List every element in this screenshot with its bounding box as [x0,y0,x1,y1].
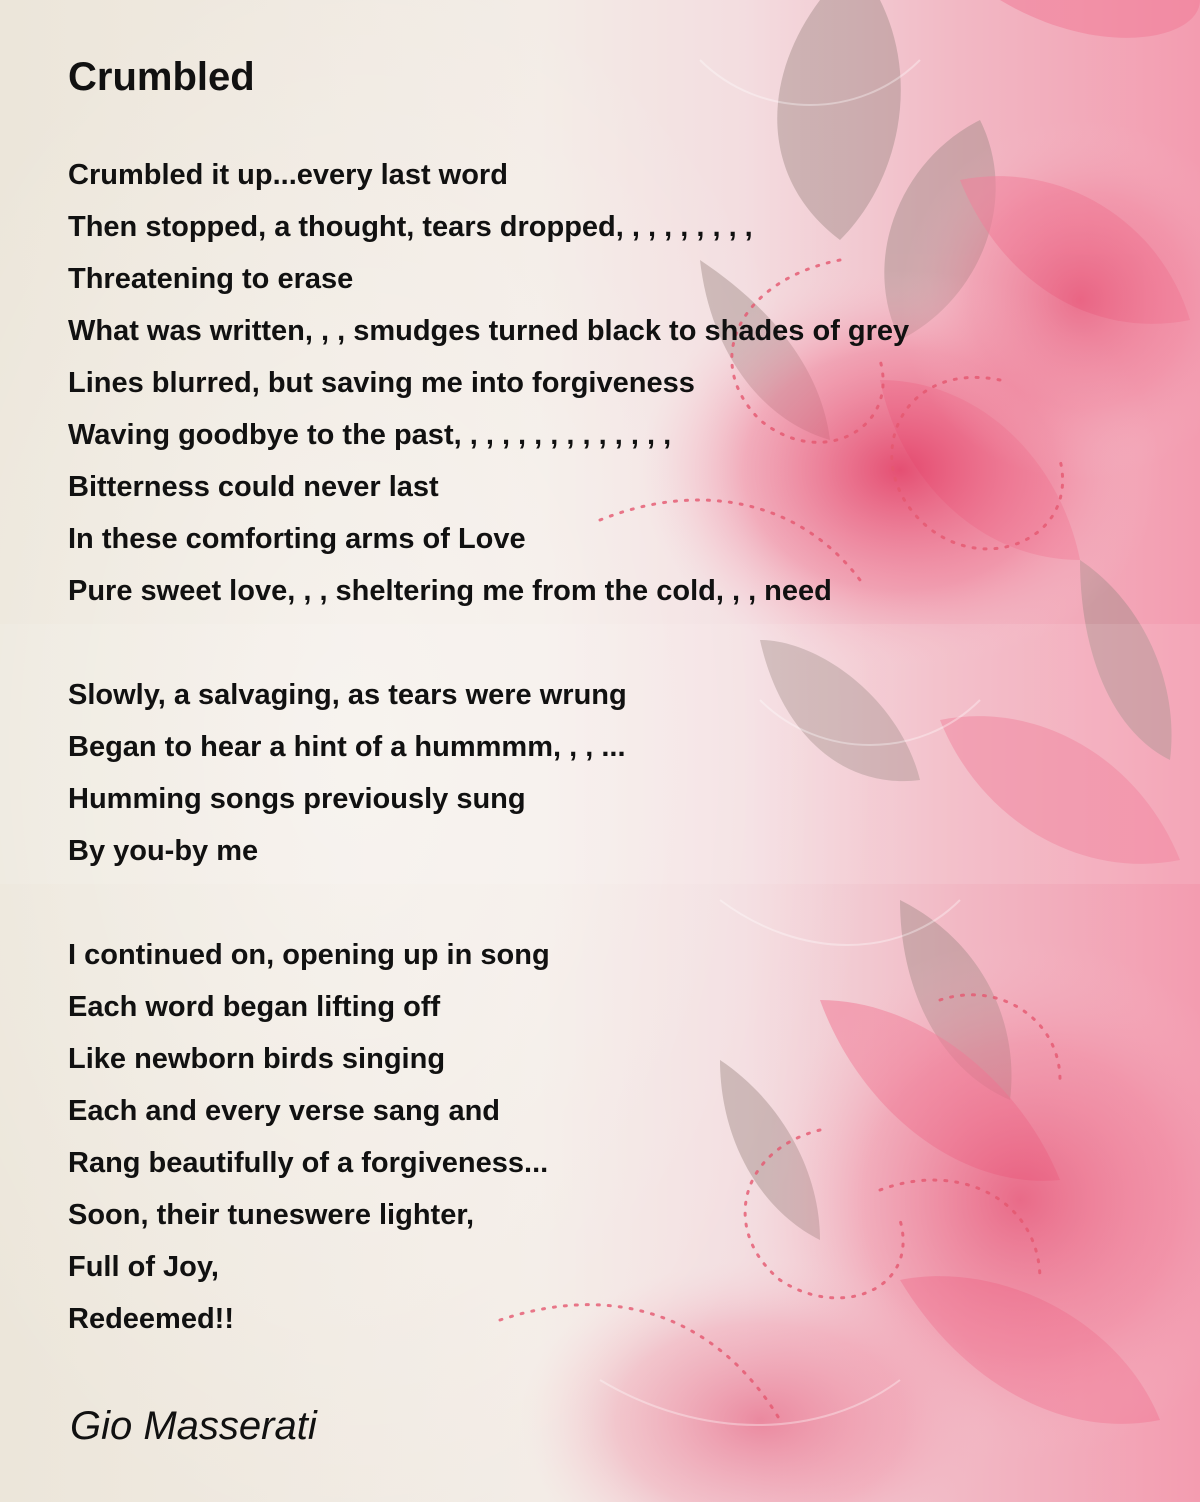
poem-line: Then stopped, a thought, tears dropped, , , , , , , , , [68,211,753,243]
stanza-2 [68,669,627,877]
poem-title: Crumbled [68,55,255,99]
poem-line: Full of Joy, [68,1251,219,1283]
poem-line: Waving goodbye to the past, , , , , , , , , , , , , , [68,419,672,451]
poem-line: Like newborn birds singing [68,1043,446,1075]
stanza-3 [68,929,550,1345]
poem-line: By you-by me [68,835,259,867]
poem-line: Slowly, a salvaging, as tears were wrung [68,679,627,711]
poem-line: Each word began lifting off [68,991,441,1023]
poem-line: Lines blurred, but saving me into forgiveness [68,367,695,399]
poem-line: I continued on, opening up in song [68,939,550,971]
stanza-1 [68,149,909,617]
poem-line: Pure sweet love, , , sheltering me from the cold, , , need [68,575,832,607]
poem-line: Crumbled it up...every last word [68,159,508,191]
poem-line: What was written, , , smudges turned black to shades of grey [68,315,910,347]
poem-line: Threatening to erase [68,263,354,295]
poem-line: Humming songs previously sung [68,783,526,815]
poem-line: Redeemed!! [68,1303,234,1335]
poem-line: Bitterness could never last [68,471,439,503]
poem-line: Each and every verse sang and [68,1095,500,1127]
poem-line: Soon, their tuneswere lighter, [68,1199,475,1231]
poem-line: Began to hear a hint of a hummmm, , , ... [68,731,626,763]
poem-line: In these comforting arms of Love [68,523,526,555]
poem-line: Rang beautifully of a forgiveness... [68,1147,549,1179]
poem-author: Gio Masserati [70,1404,317,1448]
